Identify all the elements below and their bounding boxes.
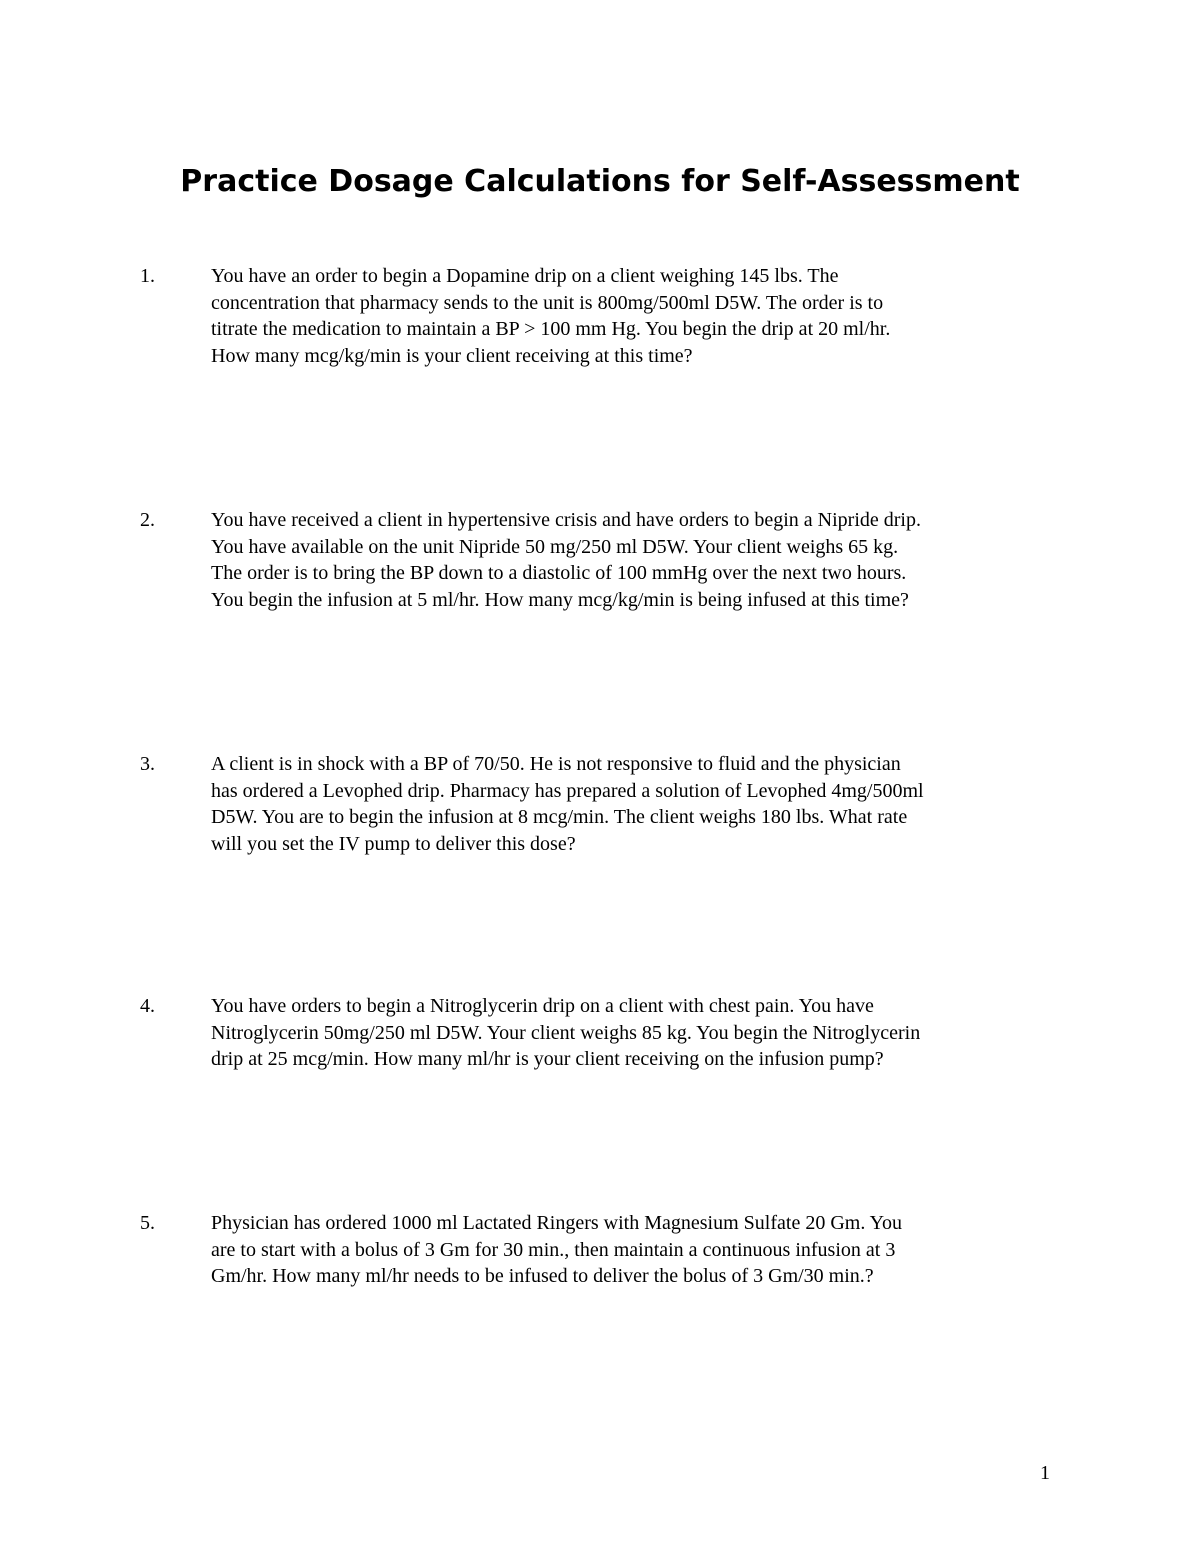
question-number: 5. <box>140 1212 155 1234</box>
page-number: 1 <box>1040 1462 1050 1484</box>
question-line: Gm/hr. How many ml/hr needs to be infused to deliver the bolus of 3 Gm/30 min.? <box>211 1265 874 1287</box>
question-line: Nitroglycerin 50mg/250 ml D5W. Your client weighs 85 kg. You begin the Nitroglycerin <box>211 1021 921 1044</box>
question-line: drip at 25 mcg/min. How many ml/hr is your client receiving on the infusion pump? <box>211 1048 884 1070</box>
question-text <box>211 1210 1071 1290</box>
question-number: 2. <box>140 509 155 531</box>
question-line: are to start with a bolus of 3 Gm for 30 min., then maintain a continuous infusion at 3 <box>211 1238 896 1261</box>
question-text <box>211 993 1071 1073</box>
question-number: 1. <box>140 265 155 287</box>
question-number: 4. <box>140 995 155 1017</box>
page-title: Practice Dosage Calculations for Self-Assessment <box>180 164 1020 199</box>
question-line: titrate the medication to maintain a BP > 100 mm Hg. You begin the drip at 20 ml/hr. <box>211 318 891 340</box>
question-text <box>211 507 1071 613</box>
question-line: Physician has ordered 1000 ml Lactated Ringers with Magnesium Sulfate 20 Gm. You <box>211 1212 903 1234</box>
question-line: You have orders to begin a Nitroglycerin drip on a client with chest pain. You have <box>211 995 874 1017</box>
question-line: The order is to bring the BP down to a diastolic of 100 mmHg over the next two hours. <box>211 562 907 584</box>
question-line: You have an order to begin a Dopamine drip on a client weighing 145 lbs. The <box>211 265 839 287</box>
question-line: A client is in shock with a BP of 70/50. He is not responsive to fluid and the physician <box>211 753 901 775</box>
question-number: 3. <box>140 753 155 775</box>
question-line: How many mcg/kg/min is your client receiving at this time? <box>211 344 693 367</box>
question-line: concentration that pharmacy sends to the unit is 800mg/500ml D5W. The order is to <box>211 291 884 314</box>
question-text <box>211 751 1071 857</box>
question-line: You have received a client in hypertensive crisis and have orders to begin a Nipride drip. <box>211 509 921 531</box>
question-line: has ordered a Levophed drip. Pharmacy has prepared a solution of Levophed 4mg/500ml <box>211 779 924 802</box>
question-line: D5W. You are to begin the infusion at 8 mcg/min. The client weighs 180 lbs. What rate <box>211 806 908 828</box>
question-line: will you set the IV pump to deliver this dose? <box>211 832 576 855</box>
question-text <box>211 263 1071 369</box>
question-line: You have available on the unit Nipride 50 mg/250 ml D5W. Your client weighs 65 kg. <box>211 535 899 558</box>
question-line: You begin the infusion at 5 ml/hr. How many mcg/kg/min is being infused at this time? <box>211 588 909 611</box>
